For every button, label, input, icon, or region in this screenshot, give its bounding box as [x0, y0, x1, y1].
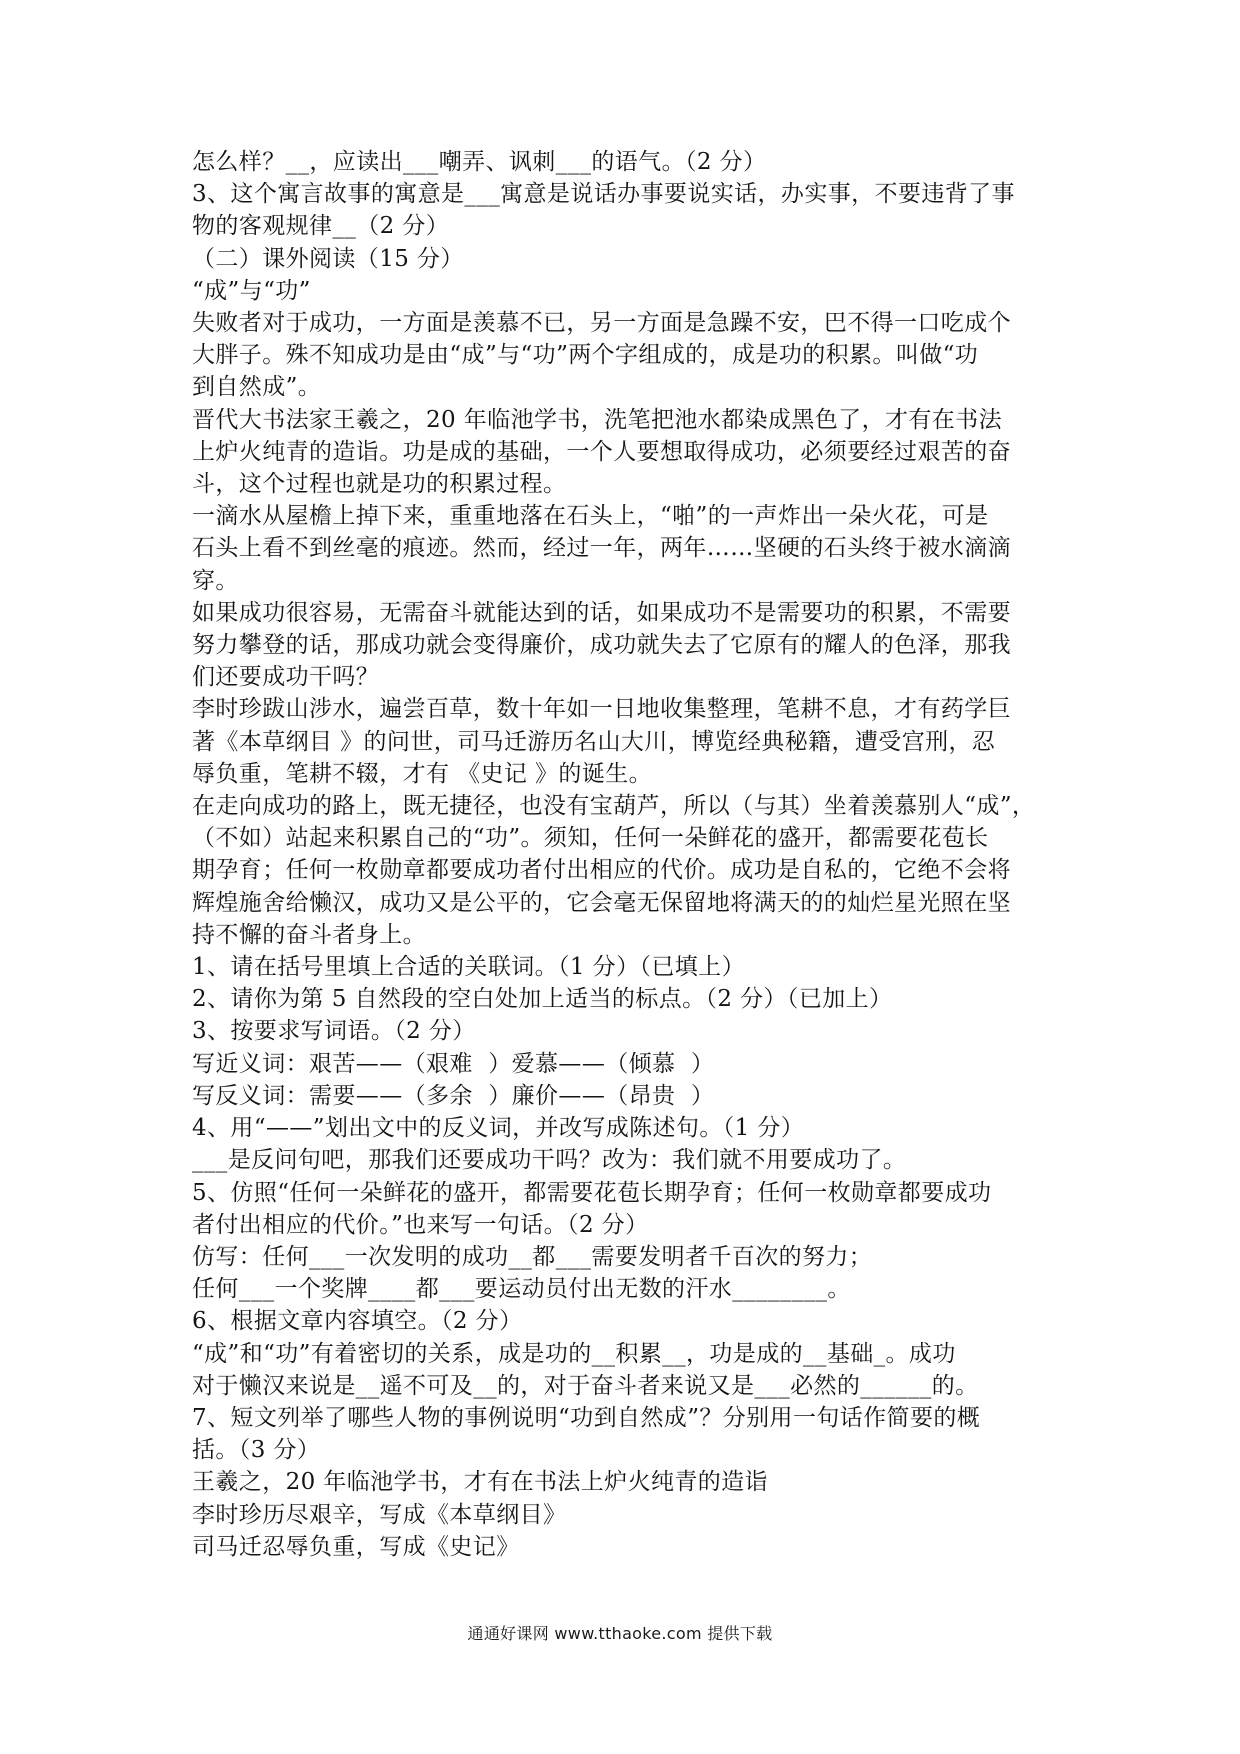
text-line: 2、请你为第 5 自然段的空白处加上适当的标点。（2 分）（已加上） — [192, 986, 893, 1013]
text-line: 李时珍跋山涉水，遍尝百草，数十年如一日地收集整理，笔耕不息，才有药学巨 — [192, 696, 1011, 723]
text-line: 者付出相应的代价。”也来写一句话。（2 分） — [192, 1211, 649, 1238]
text-line: 仿写：任何___一次发明的成功__都___需要发明者千百次的努力； — [192, 1243, 873, 1270]
text-line: 任何___一个奖牌____都___要运动员付出无数的汗水________。 — [192, 1276, 851, 1303]
text-line: 们还要成功干吗？ — [192, 664, 380, 691]
text-line: 如果成功很容易，无需奋斗就能达到的话，如果成功不是需要功的积累，不需要 — [192, 599, 1011, 626]
text-line: 4、用“——”划出文中的反义词，并改写成陈述句。（1 分） — [192, 1115, 805, 1142]
text-line: 著《本草纲目 》的问世，司马迁游历名山大川，博览经典秘籍，遭受宫刑，忍 — [192, 728, 996, 755]
text-line: 怎么样？__，应读出___嘲弄、讽刺___的语气。（2 分） — [192, 149, 767, 175]
text-line: 李时珍历尽艰辛，写成《本草纲目》 — [192, 1501, 567, 1528]
text-line: “成”和“功”有着密切的关系，成是功的__积累__，功是成的__基础_。成功 — [192, 1340, 956, 1367]
text-line: 3、按要求写词语。（2 分） — [192, 1018, 476, 1045]
text-line: 期孕育；任何一枚勋章都要成功者付出相应的代价。成功是自私的，它绝不会将 — [192, 857, 1011, 884]
text-line: （二）课外阅读（15 分） — [192, 245, 464, 272]
text-line: 大胖子。殊不知成功是由“成”与“功”两个字组成的，成是功的积累。叫做“功 — [192, 342, 979, 369]
text-line: 写反义词：需要——（多余 ）廉价——（昂贵 ） — [192, 1082, 715, 1109]
text-line: 对于懒汉来说是__遥不可及__的，对于奋斗者来说又是___必然的______的。 — [192, 1372, 979, 1399]
text-line: 辉煌施舍给懒汉，成功又是公平的，它会毫无保留地将满天的的灿烂星光照在坚 — [192, 889, 1011, 916]
text-line: 持不懈的奋斗者身上。 — [192, 921, 426, 948]
text-line: 上炉火纯青的造诣。功是成的基础，一个人要想取得成功，必须要经过艰苦的奋 — [192, 438, 1011, 465]
text-line: 石头上看不到丝毫的痕迹。然而，经过一年，两年……坚硬的石头终于被水滴滴 — [192, 535, 1011, 562]
text-line: 在走向成功的路上，既无捷径，也没有宝葫芦，所以（与其）坐着羡慕别人“成”， — [192, 793, 1036, 820]
text-line: 辱负重，笔耕不辍，才有 《史记 》的诞生。 — [192, 760, 653, 787]
page-footer: 通通好课网 www.tthaoke.com 提供下载 — [467, 1624, 773, 1643]
text-line: 斗，这个过程也就是功的积累过程。 — [192, 471, 567, 498]
text-line: （不如）站起来积累自己的“功”。须知，任何一朵鲜花的盛开，都需要花苞长 — [192, 825, 989, 852]
text-line: 晋代大书法家王羲之，20 年临池学书，洗笔把池水都染成黑色了，才有在书法 — [192, 406, 1002, 433]
text-line: 司马迁忍辱负重，写成《史记》 — [192, 1533, 520, 1560]
text-line: 失败者对于成功，一方面是羡慕不已，另一方面是急躁不安，巴不得一口吃成个 — [192, 310, 1011, 337]
text-line: “成”与“功” — [192, 277, 311, 304]
text-line: 6、根据文章内容填空。（2 分） — [192, 1308, 523, 1335]
text-line: 到自然成”。 — [192, 374, 322, 401]
text-line: 写近义词：艰苦——（艰难 ）爱慕——（倾慕 ） — [192, 1050, 715, 1077]
text-line: 努力攀登的话，那成功就会变得廉价，成功就失去了它原有的耀人的色泽，那我 — [192, 632, 1011, 659]
text-line: 一滴水从屋檐上掉下来，重重地落在石头上，“啪”的一声炸出一朵火花，可是 — [192, 503, 989, 530]
text-line: 5、仿照“任何一朵鲜花的盛开，都需要花苞长期孕育；任何一枚勋章都要成功 — [192, 1179, 992, 1206]
text-line: 1、请在括号里填上合适的关联词。（1 分）（已填上） — [192, 954, 745, 981]
document-body — [192, 146, 1072, 1563]
text-line: ___是反问句吧，那我们还要成功干吗？改为：我们就不用要成功了。 — [192, 1147, 907, 1174]
text-line: 物的客观规律__（2 分） — [192, 213, 450, 240]
text-line: 穿。 — [192, 567, 239, 594]
text-line: 3、这个寓言故事的寓意是___寓意是说话办事要说实话，办实事，不要违背了事 — [192, 181, 1015, 208]
text-line: 7、短文列举了哪些人物的事例说明“功到自然成”？分别用一句话作简要的概 — [192, 1404, 981, 1431]
text-line: 括。（3 分） — [192, 1437, 321, 1464]
text-line: 王羲之，20 年临池学书，才有在书法上炉火纯青的造诣 — [192, 1469, 768, 1496]
